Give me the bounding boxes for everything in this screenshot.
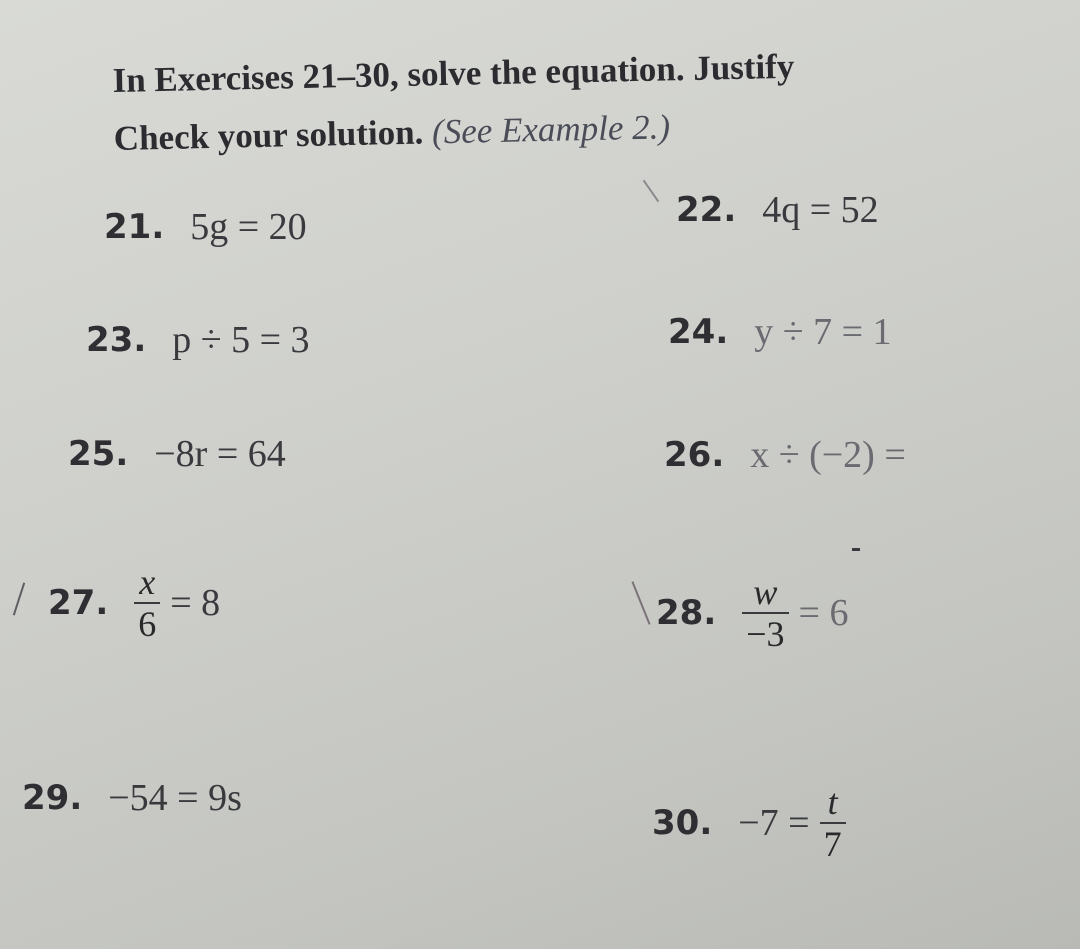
fraction-denominator: 7 [823,824,842,864]
exercise-30 [652,782,856,864]
exercise-number: 26. [664,435,725,475]
exercise-lhs: −7 = [738,802,810,844]
fraction-numerator: w [753,572,778,612]
exercise-27 [48,562,220,644]
exercise-number: 30. [652,803,713,843]
fraction-numerator: t [827,782,838,822]
exercise-number: 25. [68,434,129,474]
exercise-rhs: = 8 [170,582,221,624]
pencil-mark [13,583,25,616]
exercise-equation: 5g = 20 [190,206,307,248]
instructions-example-ref: (See Example 2.) [431,107,671,152]
exercise-equation: p ÷ 5 = 3 [172,319,310,361]
pencil-mark [643,180,660,202]
pencil-mark [631,581,650,624]
exercise-equation: −54 = 9s [108,777,242,819]
fraction-numerator: x [139,562,156,602]
instructions-line-1: In Exercises 21–30, solve the equation. Justify [112,46,795,100]
pencil-mark [852,548,860,551]
exercise-equation: x ÷ (−2) = [750,434,906,476]
exercise-number: 29. [22,778,83,818]
exercise-number: 21. [104,207,165,247]
exercise-29 [22,776,242,820]
exercise-number: 22. [676,190,737,230]
instructions-check: Check your solution. [113,112,424,158]
fraction [134,562,160,644]
exercise-number: 28. [656,593,717,633]
fraction [820,782,846,864]
exercise-24 [668,310,892,354]
fraction-denominator: −3 [746,614,785,654]
exercise-22 [676,188,879,232]
exercise-equation: y ÷ 7 = 1 [754,311,892,353]
exercise-rhs: = 6 [798,592,849,634]
exercise-equation: 4q = 52 [762,189,879,231]
exercise-equation: −8r = 64 [154,433,286,475]
fraction [742,572,788,654]
exercise-26 [664,433,906,477]
exercise-23 [86,318,310,362]
exercise-number: 24. [668,312,729,352]
exercise-21 [104,205,307,249]
exercise-28 [656,572,848,654]
exercise-instructions [112,32,1074,168]
exercise-number: 27. [48,583,109,623]
exercise-number: 23. [86,320,147,360]
exercise-25 [68,432,286,476]
fraction-denominator: 6 [138,604,157,644]
